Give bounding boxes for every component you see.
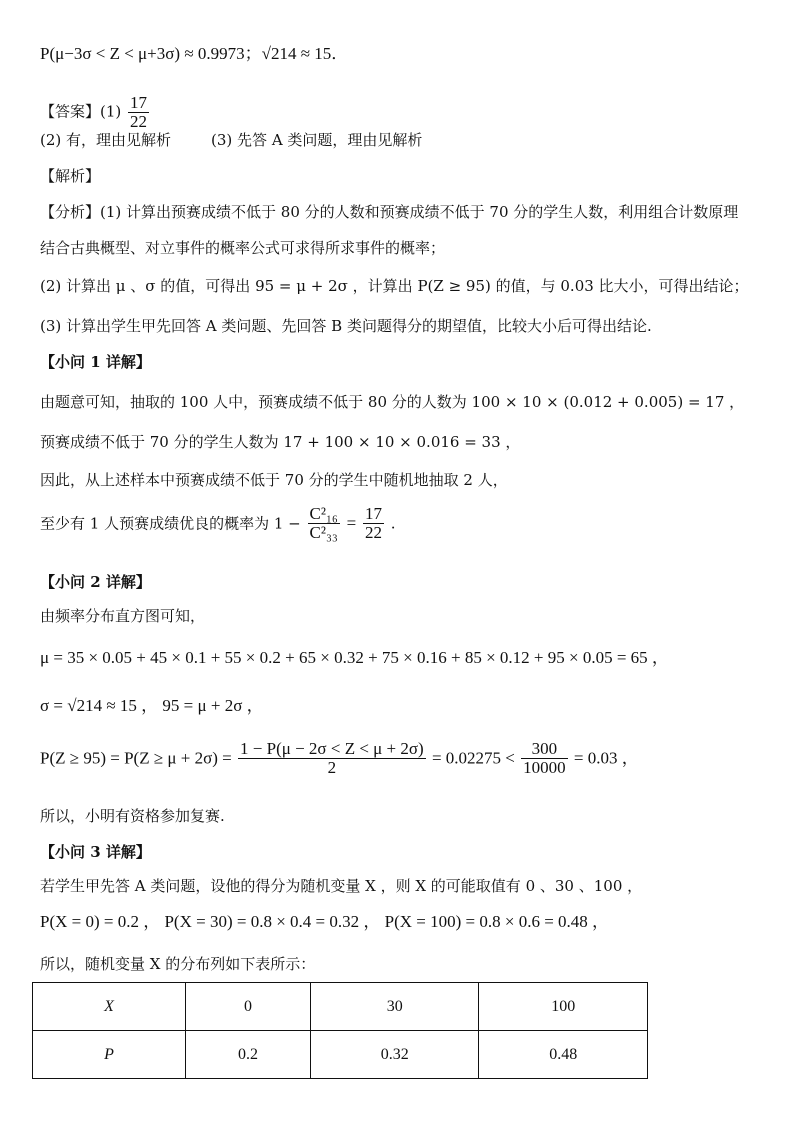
q2-prob-prefix: P(Z ≥ 95) = P(Z ≥ μ + 2σ) = xyxy=(40,748,232,768)
jiexi-heading: 【解析】 xyxy=(40,167,101,185)
q1-line-3: 因此，从上述样本中预赛成绩不低于 70 分的学生中随机地抽取 2 人， xyxy=(40,471,508,489)
q2-prob-denominator: 2 xyxy=(327,758,337,777)
analysis-2: (2) 计算出 μ 、σ 的值，可得出 95 = μ + 2σ ，计算出 P(Z ≥ 95) 的值，与 0.03 比大小，可得出结论； xyxy=(40,277,749,295)
formula-normal-3sigma: P(μ−3σ < Z < μ+3σ) ≈ 0.9973；√214 ≈ 15． xyxy=(40,44,349,63)
distribution-table xyxy=(32,982,648,1079)
table-cell: 0 xyxy=(186,983,311,1031)
answer-2: (2) 有，理由见解析 xyxy=(40,131,172,149)
q2-prob-fraction xyxy=(238,740,426,777)
table-cell-label: P xyxy=(33,1031,186,1079)
q1-result-numerator: 17 xyxy=(364,504,382,523)
table-cell: 30 xyxy=(311,983,479,1031)
q2-probability-line xyxy=(40,740,639,777)
answer-label: 【答案】(1) xyxy=(40,102,122,121)
q2-sigma-formula: σ = √214 ≈ 15 ， 95 = μ + 2σ ， xyxy=(40,696,264,715)
q1-line-1: 由题意可知，抽取的 100 人中，预赛成绩不低于 80 分的人数为 100 × 10 × (0.012 + 0.005) = 17 ， xyxy=(40,393,745,411)
q1-result-denominator: 22 xyxy=(364,523,382,542)
combination-denominator: C²₃₃ xyxy=(309,523,338,542)
q1-heading: 【小问 1 详解】 xyxy=(40,353,151,371)
q3-line-2: P(X = 0) = 0.2 ， P(X = 30) = 0.8 × 0.4 = 0.32 ， P(X = 100) = 0.8 × 0.6 = 0.48 ， xyxy=(40,912,610,931)
table-cell: 100 xyxy=(479,983,648,1031)
answer-line-2 xyxy=(40,130,422,150)
answer-1-numerator: 17 xyxy=(130,93,148,112)
answer-1-denominator: 22 xyxy=(130,112,148,131)
q2-threshold-fraction xyxy=(521,740,568,777)
q2-line-1: 由频率分布直方图可知， xyxy=(40,607,206,625)
table-row xyxy=(33,983,648,1031)
analysis-1b: 结合古典概型、对立事件的概率公式可求得所求事件的概率； xyxy=(40,239,446,257)
q1-line-2: 预赛成绩不低于 70 分的学生人数为 17 + 100 × 10 × 0.016 = 33 ， xyxy=(40,433,521,451)
q3-line-1: 若学生甲先答 A 类问题，设他的得分为随机变量 X ，则 X 的可能取值有 0 、30 、100 ， xyxy=(40,877,643,895)
q2-conclusion: 所以，小明有资格参加复赛. xyxy=(40,807,225,825)
q3-line-3: 所以，随机变量 X 的分布列如下表所示： xyxy=(40,955,316,973)
q1-result-fraction xyxy=(363,505,384,542)
answer-line-1 xyxy=(40,94,151,131)
q2-prob-middle: = 0.02275 < xyxy=(431,748,515,768)
q2-threshold-denominator: 10000 xyxy=(523,758,566,777)
combination-fraction xyxy=(308,505,340,542)
q1-line-4-end: . xyxy=(390,514,396,533)
q2-threshold-numerator: 300 xyxy=(521,740,568,759)
q2-mu-formula: μ = 35 × 0.05 + 45 × 0.1 + 55 × 0.2 + 65 × 0.32 + 75 × 0.16 + 85 × 0.12 + 95 × 0.05 = 65 ， xyxy=(40,648,669,667)
q1-line-4 xyxy=(40,505,396,542)
q2-prob-numerator: 1 − P(μ − 2σ < Z < μ + 2σ) xyxy=(240,739,424,758)
q2-heading: 【小问 2 详解】 xyxy=(40,573,151,591)
table-cell-label: X xyxy=(33,983,186,1031)
analysis-3: (3) 计算出学生甲先回答 A 类问题、先回答 B 类问题得分的期望值，比较大小后可得出结论. xyxy=(40,317,652,335)
table-cell: 0.32 xyxy=(311,1031,479,1079)
answer-3: (3) 先答 A 类问题，理由见解析 xyxy=(211,131,423,149)
q3-heading: 【小问 3 详解】 xyxy=(40,843,151,861)
answer-1-fraction xyxy=(128,94,149,131)
q1-line-4-prefix: 至少有 1 人预赛成绩优良的概率为 1 − xyxy=(40,514,301,533)
q1-equals: = xyxy=(346,513,357,533)
table-cell: 0.48 xyxy=(479,1031,648,1079)
table-row xyxy=(33,1031,648,1079)
table-cell: 0.2 xyxy=(186,1031,311,1079)
q2-prob-end: = 0.03 ， xyxy=(573,748,639,768)
combination-numerator: C²₁₆ xyxy=(309,504,338,523)
analysis-1: 【分析】(1) 计算出预赛成绩不低于 80 分的人数和预赛成绩不低于 70 分的学生人数，利用组合计数原理 xyxy=(40,203,739,221)
